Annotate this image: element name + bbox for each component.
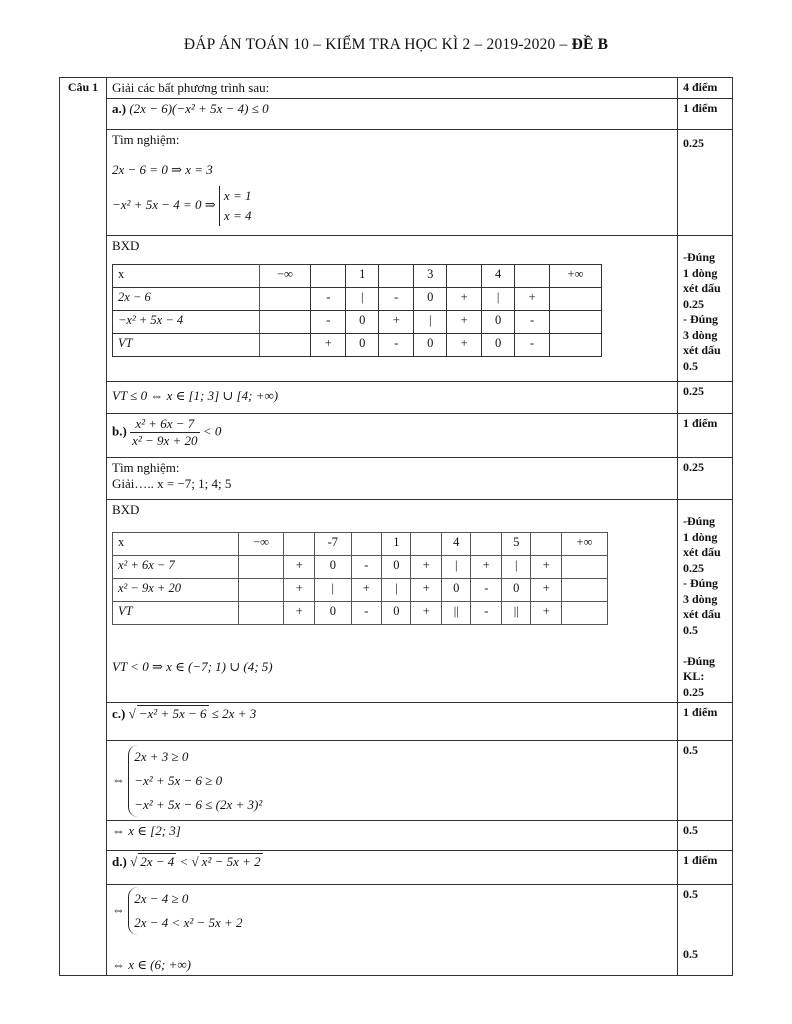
score-line: - Đúng [683, 312, 719, 326]
part-b-sign-score [678, 500, 733, 703]
sign-cell: + [471, 556, 502, 579]
score-line: 0.25 [683, 684, 704, 699]
sign-table-a [112, 264, 602, 357]
sign-header-value: 4 [482, 265, 515, 288]
sign-header-value: 3 [414, 265, 447, 288]
part-b-roots: Tìm nghiệm: Giải….. x = −7; 1; 4; 5 [107, 458, 678, 500]
score-line: 0.25 [683, 560, 704, 575]
sign-cell: || [442, 602, 471, 625]
score-line: -Đúng [683, 514, 716, 528]
sign-cell: | [414, 311, 447, 334]
part-b-roots-score: 0.25 [678, 458, 733, 500]
answer-table [59, 77, 733, 976]
sign-cell: - [311, 288, 346, 311]
sign-header-value: −∞ [238, 533, 284, 556]
sign-cell: - [471, 602, 502, 625]
part-c-result-score: 0.5 [678, 821, 733, 851]
sign-cell: - [351, 602, 382, 625]
sign-header-value: 1 [382, 533, 411, 556]
sign-cell: 0 [502, 579, 531, 602]
score-line: xét dấu [683, 343, 721, 357]
sign-gap [562, 556, 608, 579]
sign-header-value: +∞ [550, 265, 602, 288]
sign-row-label: VT [113, 602, 239, 625]
part-d-result: ⇔ x ∈ (6; +∞) [112, 957, 191, 972]
sign-gap [550, 311, 602, 334]
sign-cell: || [502, 602, 531, 625]
sign-cell: + [284, 579, 315, 602]
part-a-sign-score [678, 236, 733, 382]
score-line [683, 638, 727, 654]
sign-cell: + [411, 579, 442, 602]
part-b-conclusion: VT < 0 ⇒ x ∈ (−7; 1) ∪ (4; 5) [112, 659, 273, 674]
sign-gap [238, 556, 284, 579]
part-a-conclusion-score: 0.25 [678, 382, 733, 414]
part-a-sign-table: BXD x −∞ 1 3 4 +∞ 2x − 6 - | - 0 + | + −x² + 5x − 4 - 0 + | + 0 - VT + 0 - 0 + 0 - [107, 236, 678, 382]
score-line: -Đúng [683, 250, 716, 264]
sign-header-value: 5 [502, 533, 531, 556]
sign-cell: + [351, 579, 382, 602]
sign-cell: + [531, 579, 562, 602]
sign-cell: | [315, 579, 351, 602]
sign-gap [311, 265, 346, 288]
sign-row-label: VT [113, 334, 260, 357]
sign-cell: 0 [482, 311, 515, 334]
score-line: 3 dòng [683, 327, 718, 342]
sign-cell: | [346, 288, 379, 311]
sign-cell: + [447, 288, 482, 311]
score-line: xét dấu [683, 281, 721, 295]
sign-cell: - [515, 311, 550, 334]
score-line: 0.5 [683, 622, 698, 637]
sign-cell: + [284, 602, 315, 625]
part-a-conclusion: VT ≤ 0 ⇔ x ∈ [1; 3] ∪ [4; +∞) [107, 382, 678, 414]
part-c-problem: c.) √ −x² + 5x − 6 ≤ 2x + 3 [107, 703, 678, 741]
sign-cell: + [531, 556, 562, 579]
sign-gap [238, 602, 284, 625]
sign-cell: 0 [382, 556, 411, 579]
intro-score: 4 điểm [678, 78, 733, 99]
sign-gap [259, 334, 311, 357]
part-a-roots-score: 0.25 [678, 130, 733, 236]
sign-table-b [112, 532, 608, 625]
part-d-score: 1 điểm [678, 851, 733, 885]
sign-cell: + [515, 288, 550, 311]
sign-cell: 0 [414, 334, 447, 357]
sign-row-label: −x² + 5x − 4 [113, 311, 260, 334]
part-c-score: 1 điểm [678, 703, 733, 741]
score-line: 0.25 [683, 296, 704, 311]
sign-header-value: 1 [346, 265, 379, 288]
score-line: xét dấu [683, 545, 721, 559]
question-label: Câu 1 [60, 78, 107, 976]
score-line: 3 dòng [683, 591, 718, 606]
sign-gap [531, 533, 562, 556]
sign-cell: + [311, 334, 346, 357]
page-title: ĐÁP ÁN TOÁN 10 – KIỂM TRA HỌC KÌ 2 – 2019-2020 – ĐỀ B [183, 36, 609, 53]
part-d-problem: d.) √ 2x − 4 < √ x² − 5x + 2 [107, 851, 678, 885]
sign-gap [562, 602, 608, 625]
sign-gap [550, 288, 602, 311]
sign-cell: - [379, 334, 414, 357]
score-line: - Đúng [683, 576, 719, 590]
sign-header-value: +∞ [562, 533, 608, 556]
score-line: 1 dòng [683, 529, 718, 544]
score-line: KL: [683, 669, 705, 683]
sign-cell: + [531, 602, 562, 625]
sign-header-value: 4 [442, 533, 471, 556]
sign-gap [411, 533, 442, 556]
part-c-system-score: 0.5 [678, 741, 733, 821]
part-a-score: 1 điểm [678, 99, 733, 130]
sign-cell: 0 [442, 579, 471, 602]
part-b-sign-table: BXD x −∞ -7 1 4 5 +∞ x² + 6x − 7 + 0 - 0 + | + | + x² − 9x + 20 + | + | + 0 - 0 + VT + 0 - 0 + || - || + VT < 0 ⇒ x ∈ (−7; 1) ∪ (4; 5) [107, 500, 678, 703]
part-a-roots: Tìm nghiệm: 2x − 6 = 0 ⇒ x = 3 −x² + 5x − 4 = 0 ⇒ x = 1 x = 4 [107, 130, 678, 236]
sign-cell: - [379, 288, 414, 311]
sign-cell: - [515, 334, 550, 357]
sign-row-label: x² − 9x + 20 [113, 579, 239, 602]
sign-cell: 0 [315, 556, 351, 579]
sign-header-label: x [113, 265, 260, 288]
sign-cell: 0 [315, 602, 351, 625]
sign-gap [471, 533, 502, 556]
sign-gap [259, 311, 311, 334]
sign-cell: + [411, 556, 442, 579]
sign-gap [351, 533, 382, 556]
sign-gap [562, 579, 608, 602]
sign-cell: + [379, 311, 414, 334]
sign-gap [238, 579, 284, 602]
sign-gap [515, 265, 550, 288]
sign-cell: - [471, 579, 502, 602]
part-b-score: 1 điểm [678, 414, 733, 458]
sign-gap [284, 533, 315, 556]
sign-cell: - [311, 311, 346, 334]
part-d-system: ⇔ 2x − 4 ≥ 0 2x − 4 < x² − 5x + 2 ⇔ x ∈ (6; +∞) [107, 885, 678, 976]
score-line: xét dấu [683, 607, 721, 621]
sign-cell: + [411, 602, 442, 625]
part-c-result: ⇔ x ∈ [2; 3] [107, 821, 678, 851]
sign-row-label: x² + 6x − 7 [113, 556, 239, 579]
part-a-problem: a.) (2x − 6)(−x² + 5x − 4) ≤ 0 [107, 99, 678, 130]
intro-text: Giải các bất phương trình sau: [107, 78, 678, 99]
sign-cell: 0 [346, 311, 379, 334]
score-line: -Đúng [683, 653, 716, 668]
sign-cell: | [482, 288, 515, 311]
sign-cell: 0 [346, 334, 379, 357]
sign-cell: + [447, 334, 482, 357]
sign-cell: | [442, 556, 471, 579]
sign-header-value: -7 [315, 533, 351, 556]
sign-gap [259, 288, 311, 311]
score-line: 1 dòng [683, 265, 718, 280]
sign-cell: 0 [382, 602, 411, 625]
score-line: 0.5 [683, 358, 698, 373]
sign-cell: + [447, 311, 482, 334]
sign-cell: 0 [414, 288, 447, 311]
sign-gap [550, 334, 602, 357]
part-c-system: ⇔ 2x + 3 ≥ 0 −x² + 5x − 6 ≥ 0 −x² + 5x − 6 ≤ (2x + 3)² [107, 741, 678, 821]
sign-cell: - [351, 556, 382, 579]
sign-cell: 0 [482, 334, 515, 357]
sign-gap [379, 265, 414, 288]
sign-gap [447, 265, 482, 288]
sign-header-label: x [113, 533, 239, 556]
part-d-scores: 0.5 0.5 [678, 885, 733, 976]
sign-row-label: 2x − 6 [113, 288, 260, 311]
sign-cell: | [502, 556, 531, 579]
sign-cell: | [382, 579, 411, 602]
sign-header-value: −∞ [259, 265, 311, 288]
part-b-problem: b.) $\frac{\text{x² + 6x − 7}}{\text{x² − 9x + 20}}$ < 0 [107, 414, 678, 458]
sign-cell: + [284, 556, 315, 579]
